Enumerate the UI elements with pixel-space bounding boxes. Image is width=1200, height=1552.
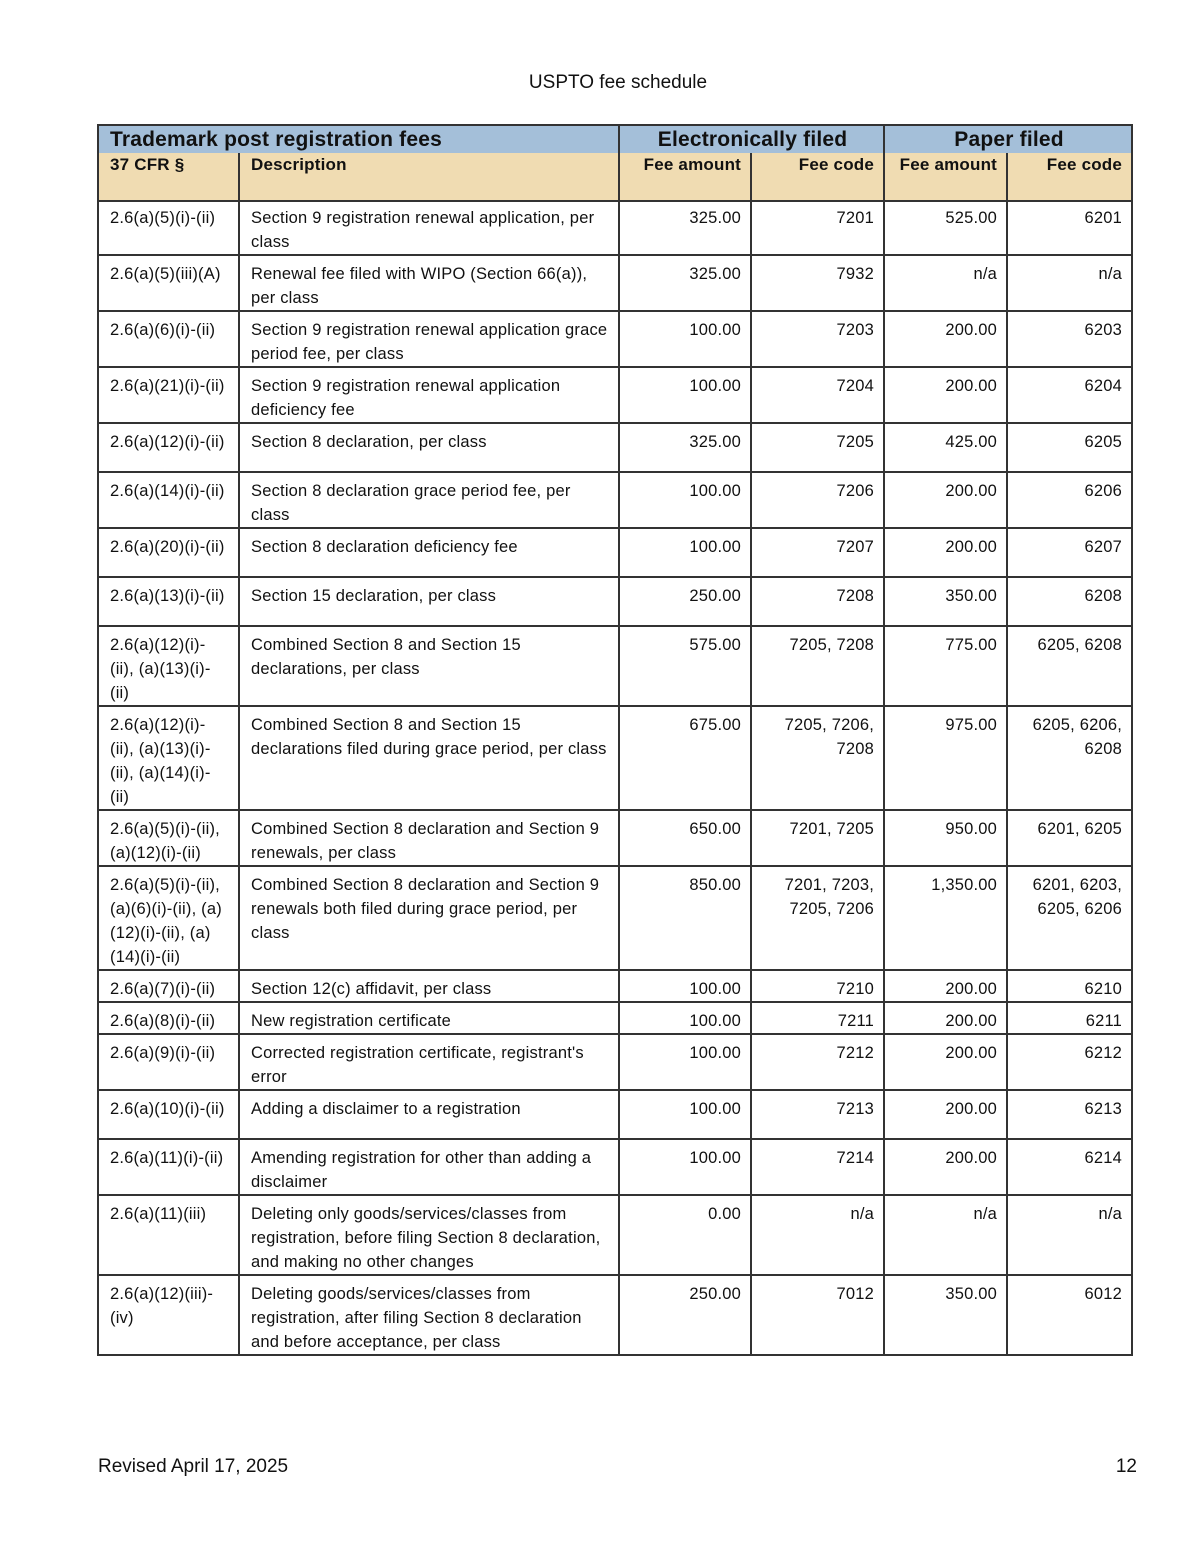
e-fee-amount-cell: 100.00 xyxy=(619,1090,751,1139)
e-fee-code-cell: 7211 xyxy=(751,1002,884,1034)
cfr-cell: 2.6(a)(21)(i)-(ii) xyxy=(98,367,239,423)
cfr-cell: 2.6(a)(5)(iii)(A) xyxy=(98,255,239,311)
description-cell: Corrected registration certificate, registrant's error xyxy=(239,1034,619,1090)
p-fee-amount-cell: 200.00 xyxy=(884,1139,1007,1195)
e-fee-code-cell: 7204 xyxy=(751,367,884,423)
description-cell: Combined Section 8 declaration and Section 9 renewals, per class xyxy=(239,810,619,866)
p-fee-code-cell: n/a xyxy=(1007,255,1132,311)
description-cell: Section 9 registration renewal application, per class xyxy=(239,201,619,255)
p-fee-amount-cell: 200.00 xyxy=(884,367,1007,423)
cfr-cell: 2.6(a)(12)(iii)-(iv) xyxy=(98,1275,239,1355)
cfr-cell: 2.6(a)(5)(i)-(ii), (a)(6)(i)-(ii), (a)(12)(i)-(ii), (a)(14)(i)-(ii) xyxy=(98,866,239,970)
column-header-cfr: 37 CFR § xyxy=(98,153,239,201)
p-fee-amount-cell: 200.00 xyxy=(884,1090,1007,1139)
table-row xyxy=(98,1090,1132,1139)
p-fee-amount-cell: 525.00 xyxy=(884,201,1007,255)
p-fee-amount-cell: 775.00 xyxy=(884,626,1007,706)
p-fee-amount-cell: 1,350.00 xyxy=(884,866,1007,970)
p-fee-code-cell: 6012 xyxy=(1007,1275,1132,1355)
table-row xyxy=(98,255,1132,311)
column-header-p-fee-code: Fee code xyxy=(1007,153,1132,201)
table-row xyxy=(98,810,1132,866)
table-row xyxy=(98,1275,1132,1355)
description-cell: Amending registration for other than adding a disclaimer xyxy=(239,1139,619,1195)
p-fee-code-cell: 6204 xyxy=(1007,367,1132,423)
description-cell: Section 8 declaration, per class xyxy=(239,423,619,472)
cfr-cell: 2.6(a)(5)(i)-(ii), (a)(12)(i)-(ii) xyxy=(98,810,239,866)
e-fee-amount-cell: 675.00 xyxy=(619,706,751,810)
column-header-description: Description xyxy=(239,153,619,201)
e-fee-code-cell: 7208 xyxy=(751,577,884,626)
e-fee-amount-cell: 100.00 xyxy=(619,1034,751,1090)
p-fee-code-cell: 6207 xyxy=(1007,528,1132,577)
description-cell: Combined Section 8 declaration and Section 9 renewals both filed during grace period, per class xyxy=(239,866,619,970)
p-fee-amount-cell: 950.00 xyxy=(884,810,1007,866)
e-fee-code-cell: 7201 xyxy=(751,201,884,255)
cfr-cell: 2.6(a)(13)(i)-(ii) xyxy=(98,577,239,626)
e-fee-code-cell: 7012 xyxy=(751,1275,884,1355)
page-number: 12 xyxy=(1115,1456,1137,1477)
p-fee-amount-cell: 200.00 xyxy=(884,311,1007,367)
description-cell: Adding a disclaimer to a registration xyxy=(239,1090,619,1139)
p-fee-code-cell: 6201, 6203, 6205, 6206 xyxy=(1007,866,1132,970)
p-fee-amount-cell: 425.00 xyxy=(884,423,1007,472)
p-fee-code-cell: 6205 xyxy=(1007,423,1132,472)
e-fee-code-cell: n/a xyxy=(751,1195,884,1275)
e-fee-code-cell: 7207 xyxy=(751,528,884,577)
table-row xyxy=(98,1195,1132,1275)
p-fee-code-cell: 6205, 6208 xyxy=(1007,626,1132,706)
p-fee-code-cell: 6213 xyxy=(1007,1090,1132,1139)
e-fee-amount-cell: 100.00 xyxy=(619,472,751,528)
p-fee-amount-cell: 350.00 xyxy=(884,1275,1007,1355)
p-fee-amount-cell: 200.00 xyxy=(884,970,1007,1002)
description-cell: Section 15 declaration, per class xyxy=(239,577,619,626)
e-fee-amount-cell: 100.00 xyxy=(619,367,751,423)
e-fee-amount-cell: 325.00 xyxy=(619,423,751,472)
p-fee-code-cell: 6214 xyxy=(1007,1139,1132,1195)
description-cell: Renewal fee filed with WIPO (Section 66(a)), per class xyxy=(239,255,619,311)
e-fee-amount-cell: 575.00 xyxy=(619,626,751,706)
p-fee-amount-cell: 200.00 xyxy=(884,1002,1007,1034)
cfr-cell: 2.6(a)(12)(i)-(ii) xyxy=(98,423,239,472)
p-fee-code-cell: 6210 xyxy=(1007,970,1132,1002)
e-fee-code-cell: 7210 xyxy=(751,970,884,1002)
table-row xyxy=(98,528,1132,577)
table-row xyxy=(98,1034,1132,1090)
table-row xyxy=(98,201,1132,255)
e-fee-amount-cell: 325.00 xyxy=(619,201,751,255)
cfr-cell: 2.6(a)(11)(i)-(ii) xyxy=(98,1139,239,1195)
e-fee-amount-cell: 0.00 xyxy=(619,1195,751,1275)
p-fee-amount-cell: n/a xyxy=(884,255,1007,311)
description-cell: Combined Section 8 and Section 15 declarations filed during grace period, per class xyxy=(239,706,619,810)
e-fee-amount-cell: 100.00 xyxy=(619,528,751,577)
p-fee-amount-cell: 200.00 xyxy=(884,1034,1007,1090)
e-fee-amount-cell: 100.00 xyxy=(619,1002,751,1034)
e-fee-amount-cell: 250.00 xyxy=(619,577,751,626)
cfr-cell: 2.6(a)(12)(i)-(ii), (a)(13)(i)-(ii), (a)(14)(i)-(ii) xyxy=(98,706,239,810)
e-fee-amount-cell: 100.00 xyxy=(619,970,751,1002)
p-fee-amount-cell: 200.00 xyxy=(884,528,1007,577)
e-fee-amount-cell: 650.00 xyxy=(619,810,751,866)
p-fee-amount-cell: 200.00 xyxy=(884,472,1007,528)
e-fee-amount-cell: 250.00 xyxy=(619,1275,751,1355)
description-cell: Section 8 declaration grace period fee, per class xyxy=(239,472,619,528)
cfr-cell: 2.6(a)(11)(iii) xyxy=(98,1195,239,1275)
revised-date: Revised April 17, 2025 xyxy=(98,1456,289,1477)
electronic-header: Electronically filed xyxy=(619,125,884,153)
p-fee-code-cell: 6211 xyxy=(1007,1002,1132,1034)
p-fee-code-cell: 6205, 6206, 6208 xyxy=(1007,706,1132,810)
e-fee-amount-cell: 850.00 xyxy=(619,866,751,970)
cfr-cell: 2.6(a)(9)(i)-(ii) xyxy=(98,1034,239,1090)
cfr-cell: 2.6(a)(8)(i)-(ii) xyxy=(98,1002,239,1034)
table-row xyxy=(98,970,1132,1002)
cfr-cell: 2.6(a)(5)(i)-(ii) xyxy=(98,201,239,255)
p-fee-code-cell: 6208 xyxy=(1007,577,1132,626)
description-cell: Section 12(c) affidavit, per class xyxy=(239,970,619,1002)
p-fee-code-cell: n/a xyxy=(1007,1195,1132,1275)
p-fee-amount-cell: 350.00 xyxy=(884,577,1007,626)
e-fee-code-cell: 7205 xyxy=(751,423,884,472)
e-fee-code-cell: 7201, 7205 xyxy=(751,810,884,866)
table-row xyxy=(98,472,1132,528)
e-fee-code-cell: 7214 xyxy=(751,1139,884,1195)
fee-table xyxy=(97,124,1133,1356)
paper-header: Paper filed xyxy=(884,125,1132,153)
description-cell: Section 8 declaration deficiency fee xyxy=(239,528,619,577)
table-row xyxy=(98,866,1132,970)
e-fee-code-cell: 7212 xyxy=(751,1034,884,1090)
cfr-cell: 2.6(a)(14)(i)-(ii) xyxy=(98,472,239,528)
p-fee-code-cell: 6201, 6205 xyxy=(1007,810,1132,866)
fee-rows xyxy=(98,201,1132,1355)
e-fee-amount-cell: 100.00 xyxy=(619,311,751,367)
description-cell: Deleting goods/services/classes from registration, after filing Section 8 declaration and before acceptance, per class xyxy=(239,1275,619,1355)
p-fee-code-cell: 6203 xyxy=(1007,311,1132,367)
column-header-p-fee-amount: Fee amount xyxy=(884,153,1007,201)
table-row xyxy=(98,577,1132,626)
p-fee-code-cell: 6206 xyxy=(1007,472,1132,528)
description-cell: Section 9 registration renewal application deficiency fee xyxy=(239,367,619,423)
column-header-e-fee-amount: Fee amount xyxy=(619,153,751,201)
description-cell: Combined Section 8 and Section 15 declarations, per class xyxy=(239,626,619,706)
section-header: Trademark post registration fees xyxy=(98,125,619,153)
e-fee-amount-cell: 325.00 xyxy=(619,255,751,311)
description-cell: Section 9 registration renewal application grace period fee, per class xyxy=(239,311,619,367)
p-fee-amount-cell: 975.00 xyxy=(884,706,1007,810)
table-row xyxy=(98,311,1132,367)
cfr-cell: 2.6(a)(7)(i)-(ii) xyxy=(98,970,239,1002)
p-fee-code-cell: 6212 xyxy=(1007,1034,1132,1090)
e-fee-code-cell: 7201, 7203, 7205, 7206 xyxy=(751,866,884,970)
e-fee-code-cell: 7205, 7206, 7208 xyxy=(751,706,884,810)
p-fee-amount-cell: n/a xyxy=(884,1195,1007,1275)
column-header-e-fee-code: Fee code xyxy=(751,153,884,201)
table-row xyxy=(98,706,1132,810)
table-row xyxy=(98,1139,1132,1195)
table-row xyxy=(98,1002,1132,1034)
e-fee-code-cell: 7203 xyxy=(751,311,884,367)
e-fee-code-cell: 7205, 7208 xyxy=(751,626,884,706)
table-row xyxy=(98,367,1132,423)
cfr-cell: 2.6(a)(12)(i)-(ii), (a)(13)(i)-(ii) xyxy=(98,626,239,706)
e-fee-amount-cell: 100.00 xyxy=(619,1139,751,1195)
cfr-cell: 2.6(a)(10)(i)-(ii) xyxy=(98,1090,239,1139)
cfr-cell: 2.6(a)(20)(i)-(ii) xyxy=(98,528,239,577)
e-fee-code-cell: 7213 xyxy=(751,1090,884,1139)
description-cell: Deleting only goods/services/classes from registration, before filing Section 8 declaration, and making no other changes xyxy=(239,1195,619,1275)
description-cell: New registration certificate xyxy=(239,1002,619,1034)
e-fee-code-cell: 7206 xyxy=(751,472,884,528)
cfr-cell: 2.6(a)(6)(i)-(ii) xyxy=(98,311,239,367)
table-row xyxy=(98,423,1132,472)
table-row xyxy=(98,626,1132,706)
p-fee-code-cell: 6201 xyxy=(1007,201,1132,255)
e-fee-code-cell: 7932 xyxy=(751,255,884,311)
document-title: USPTO fee schedule xyxy=(528,72,708,93)
